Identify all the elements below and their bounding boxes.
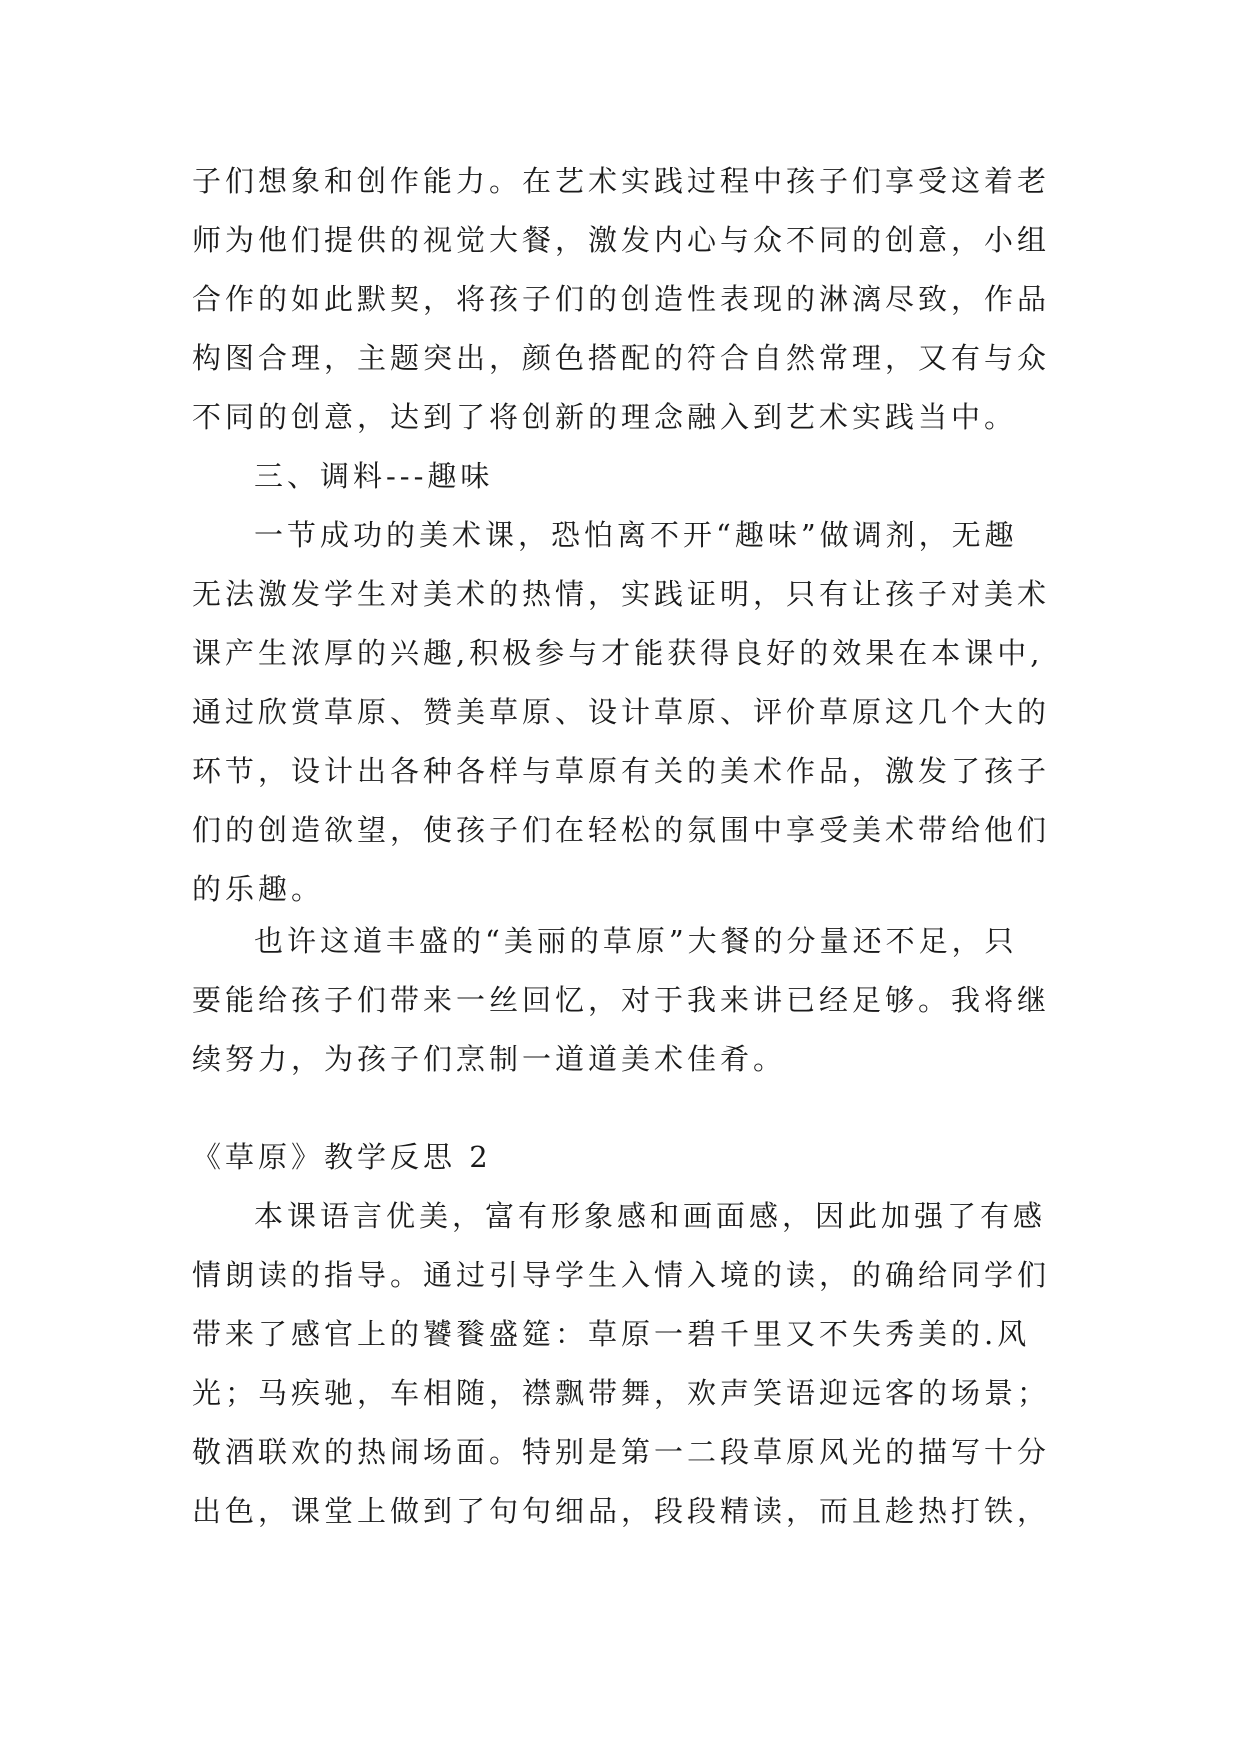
text-line: 情朗读的指导。通过引导学生入情入境的读，的确给同学们 [192,1258,1051,1292]
body-text-section-2 [192,1187,1052,1541]
text-line: 光；马疾驰，车相随，襟飘带舞，欢声笑语迎远客的场景； [192,1376,1051,1410]
text-line: 续努力，为孩子们烹制一道道美术佳肴。 [192,1042,787,1076]
text-line: 也许这道丰盛的“美丽的草原”大餐的分量还不足，只 [254,924,1018,958]
text-line: 无法激发学生对美术的热情，实践证明，只有让孩子对美术 [192,577,1051,611]
text-line: 要能给孩子们带来一丝回忆，对于我来讲已经足够。我将继 [192,983,1051,1017]
section-2-title-block [192,1128,1052,1187]
text-line: 合作的如此默契，将孩子们的创造性表现的淋漓尽致，作品 [192,282,1051,316]
text-line: 不同的创意，达到了将创新的理念融入到艺术实践当中。 [192,400,1018,434]
text-line: 本课语言优美，富有形象感和画面感，因此加强了有感 [254,1199,1047,1233]
text-line: 出色，课堂上做到了句句细品，段段精读，而且趁热打铁， [192,1494,1051,1528]
text-line: 一节成功的美术课，恐怕离不开“趣味”做调剂，无趣 [254,518,1018,552]
text-line: 师为他们提供的视觉大餐，激发内心与众不同的创意，小组 [192,223,1051,257]
text-line: 们的创造欲望，使孩子们在轻松的氛围中享受美术带给他们 [192,813,1051,847]
text-line: 通过欣赏草原、赞美草原、设计草原、评价草原这几个大的 [192,695,1051,729]
body-text-top [192,152,1052,919]
text-line: 环节，设计出各种各样与草原有关的美术作品，激发了孩子 [192,754,1051,788]
text-line: 构图合理，主题突出，颜色搭配的符合自然常理，又有与众 [192,341,1051,375]
text-line: 带来了感官上的饕餮盛筵：草原一碧千里又不失秀美的.风 [192,1317,1031,1351]
section-2-title: 《草原》教学反思 2 [192,1140,492,1174]
section-heading-seasoning: 三、调料---趣味 [254,459,494,493]
text-line: 的乐趣。 [192,872,325,906]
text-line: 子们想象和创作能力。在艺术实践过程中孩子们享受这着老 [192,164,1051,198]
closing-paragraph [192,912,1052,1089]
text-line: 课产生浓厚的兴趣,积极参与才能获得良好的效果在本课中, [192,636,1044,670]
text-line: 敬酒联欢的热闹场面。特别是第一二段草原风光的描写十分 [192,1435,1051,1469]
